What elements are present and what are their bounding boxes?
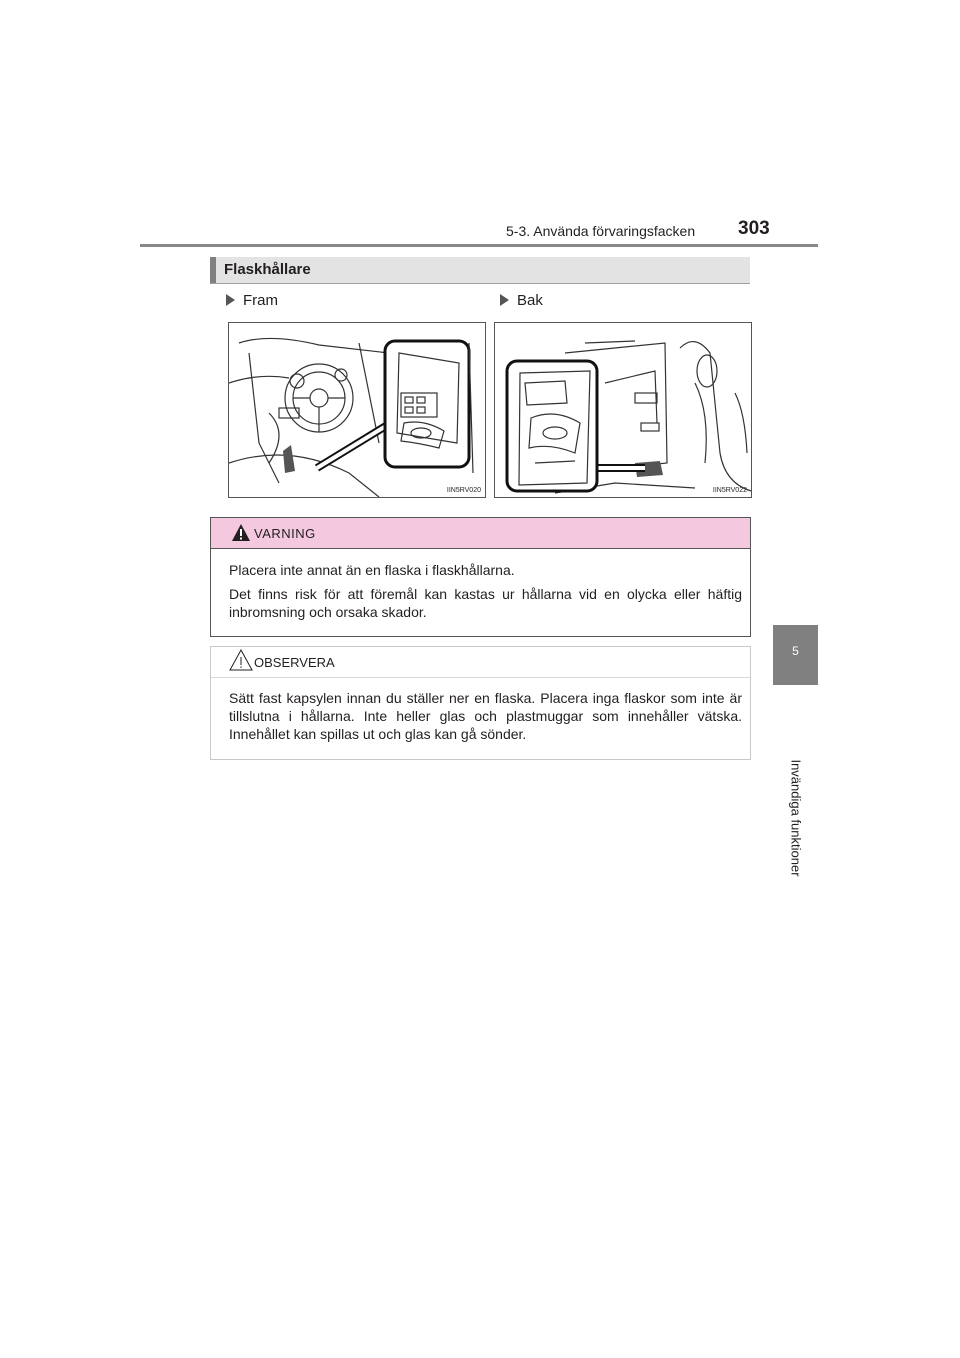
caption-front <box>226 292 278 309</box>
warning-label: VARNING <box>254 526 316 541</box>
figure-rear <box>494 322 752 498</box>
triangle-bullet-icon <box>226 294 235 306</box>
triangle-bullet-icon <box>500 294 509 306</box>
chapter-title: Invändiga funktioner <box>788 759 804 877</box>
caption-rear <box>500 292 543 309</box>
rear-cabin-illustration <box>495 323 751 497</box>
header-section-title: 5-3. Använda förvaringsfacken <box>506 223 696 239</box>
notice-body: Sätt fast kapsylen innan du ställer ner en flaska. Placera inga flaskor som inte är tillslutna i hållarna. Inte heller glas och plastmuggar som innehåller vätska. Innehållet kan spillas ut och glas kan gå sönder. <box>229 690 742 742</box>
page-number: 303 <box>738 218 770 239</box>
warning-paragraph: Det finns risk för att föremål kan kastas ur hållarna vid en olycka eller häftig inbromsning och orsaka skador. <box>229 586 742 620</box>
figure-front <box>228 322 486 498</box>
caution-triangle-icon <box>229 648 253 672</box>
chapter-number: 5 <box>792 644 799 658</box>
warning-header <box>211 518 750 549</box>
section-heading-bar <box>210 257 216 283</box>
figure-rear-code: IIN5RV022 <box>712 487 747 494</box>
section-heading <box>210 257 750 284</box>
header-rule <box>140 244 818 247</box>
notice-label: OBSERVERA <box>254 655 335 670</box>
notice-header <box>211 647 750 678</box>
warning-triangle-icon <box>231 523 251 542</box>
caption-front-text: Fram <box>243 292 278 309</box>
front-cabin-illustration <box>229 323 485 497</box>
caption-rear-text: Bak <box>517 292 543 309</box>
figure-front-code: IIN5RV020 <box>446 487 481 494</box>
chapter-tab <box>773 625 818 685</box>
notice-box <box>210 646 751 760</box>
warning-paragraph: Placera inte annat än en flaska i flaskhållarna. <box>229 562 515 578</box>
warning-box <box>210 517 751 637</box>
section-title: Flaskhållare <box>224 261 311 278</box>
warning-body <box>211 549 750 621</box>
